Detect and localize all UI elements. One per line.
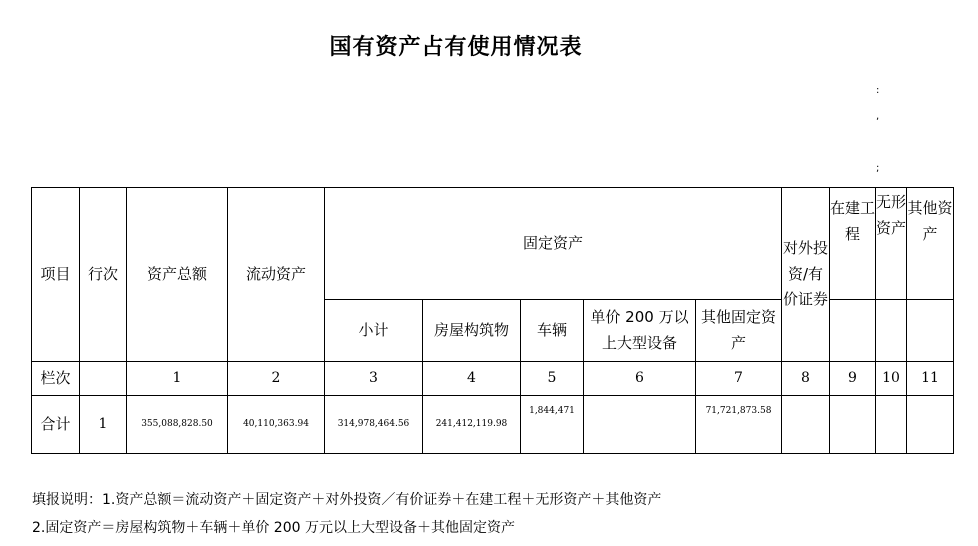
header-current-assets: 流动资产 bbox=[228, 188, 325, 362]
filling-notes bbox=[32, 486, 661, 542]
column-index: 11 bbox=[907, 362, 954, 396]
header-construction: 在建工程 bbox=[830, 188, 876, 300]
column-index: 3 bbox=[325, 362, 423, 396]
intangible-value bbox=[876, 396, 907, 454]
investment-value bbox=[782, 396, 830, 454]
empty-cell bbox=[830, 300, 876, 362]
construction-value bbox=[830, 396, 876, 454]
column-index-label: 栏次 bbox=[32, 362, 80, 396]
empty-cell bbox=[80, 362, 127, 396]
page-title: 国有资产占有使用情况表 bbox=[329, 35, 583, 60]
other-assets-value bbox=[907, 396, 954, 454]
header-fixed-assets: 固定资产 bbox=[325, 188, 782, 300]
header-intangible: 无形资产 bbox=[876, 188, 907, 300]
vehicles-value: 1,844,471 bbox=[521, 396, 584, 454]
buildings-value: 241,412,119.98 bbox=[423, 396, 521, 454]
header-vehicles: 车辆 bbox=[521, 300, 584, 362]
header-row-no: 行次 bbox=[80, 188, 127, 362]
header-total-assets: 资产总额 bbox=[127, 188, 228, 362]
other-fixed-value: 71,721,873.58 bbox=[696, 396, 782, 454]
column-index: 2 bbox=[228, 362, 325, 396]
current-assets-value: 40,110,363.94 bbox=[228, 396, 325, 454]
total-assets-value: 355,088,828.50 bbox=[127, 396, 228, 454]
side-mark: ; bbox=[876, 163, 880, 174]
total-row-label: 合计 bbox=[32, 396, 80, 454]
header-investment: 对外投资/有价证券 bbox=[782, 188, 830, 362]
note-line: 2.固定资产＝房屋构筑物＋车辆＋单价 200 万元以上大型设备＋其他固定资产 bbox=[32, 520, 515, 536]
empty-cell bbox=[876, 300, 907, 362]
column-index: 4 bbox=[423, 362, 521, 396]
column-index: 8 bbox=[782, 362, 830, 396]
header-subtotal: 小计 bbox=[325, 300, 423, 362]
empty-cell bbox=[907, 300, 954, 362]
column-index: 10 bbox=[876, 362, 907, 396]
column-index: 7 bbox=[696, 362, 782, 396]
equipment-value bbox=[584, 396, 696, 454]
fixed-subtotal-value: 314,978,464.56 bbox=[325, 396, 423, 454]
header-other-assets: 其他资产 bbox=[907, 188, 954, 300]
header-equipment: 单价 200 万以上大型设备 bbox=[584, 300, 696, 362]
side-mark: : bbox=[876, 85, 880, 96]
column-index: 9 bbox=[830, 362, 876, 396]
header-other-fixed: 其他固定资产 bbox=[696, 300, 782, 362]
header-buildings: 房屋构筑物 bbox=[423, 300, 521, 362]
header-item: 项目 bbox=[32, 188, 80, 362]
column-index: 6 bbox=[584, 362, 696, 396]
total-row-no: 1 bbox=[80, 396, 127, 454]
asset-table bbox=[31, 187, 954, 454]
note-line: 填报说明：1.资产总额＝流动资产＋固定资产＋对外投资／有价证券＋在建工程＋无形资产＋其他资产 bbox=[32, 492, 662, 508]
column-index: 5 bbox=[521, 362, 584, 396]
side-mark: , bbox=[876, 111, 880, 122]
column-index: 1 bbox=[127, 362, 228, 396]
